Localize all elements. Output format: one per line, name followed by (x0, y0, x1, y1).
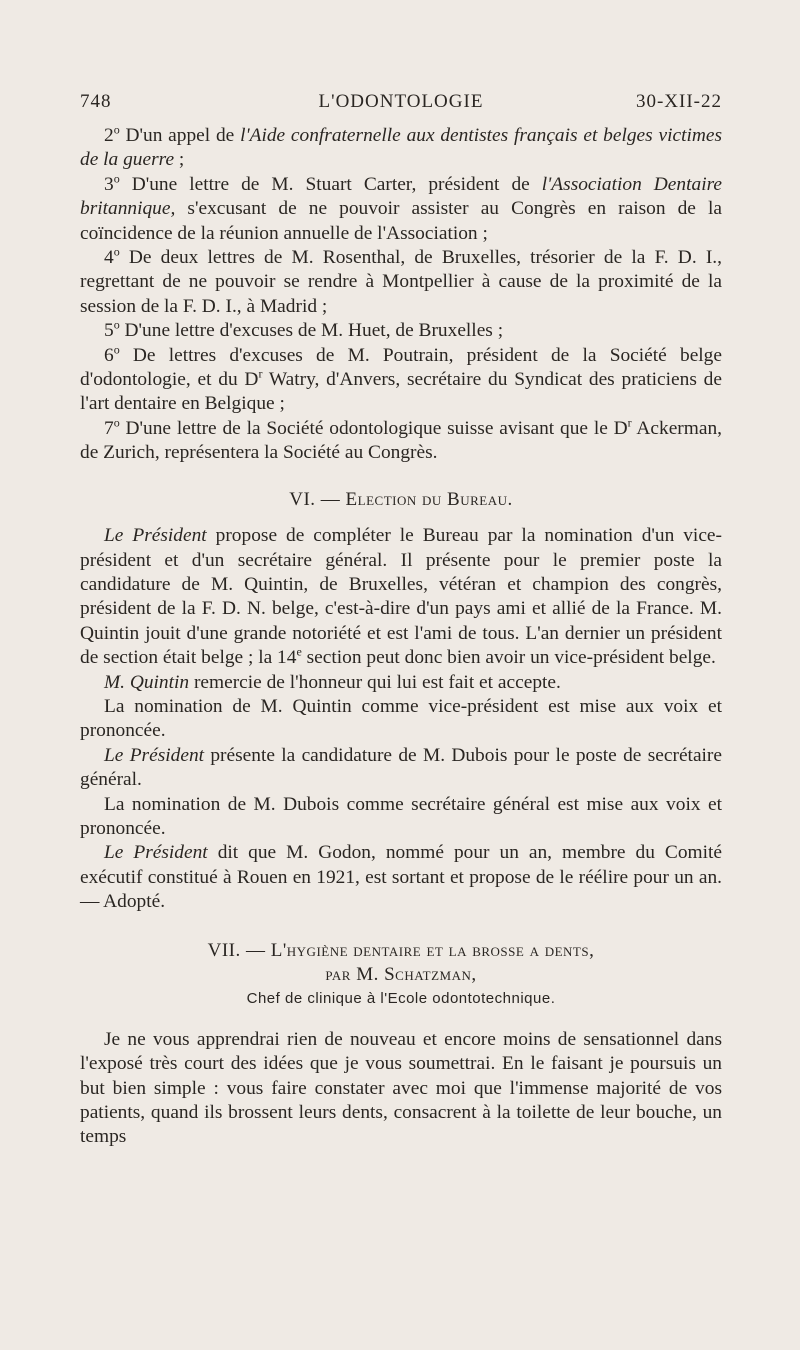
section-heading: VI. — Election du Bureau. (289, 488, 513, 510)
paragraph: Le Président dit que M. Godon, nommé pour un an, membre du Comité exécutif constitué à Rouen en 1921, est sortant et propose de le réélire pour un an. — Adopté. (80, 842, 722, 913)
journal-title: L'ODONTOLOGIE (318, 91, 484, 112)
page-body (80, 124, 722, 1150)
page-number: 748 (80, 91, 112, 112)
list-item: 2$^o$ D'un appel de l'Aide confraternelle aux dentistes français et belges victimes de la guerre ; (80, 122, 723, 171)
section-subtitle: Chef de clinique à l'Ecole odontotechnique. (246, 990, 556, 1008)
paragraph: La nomination de M. Dubois comme secrétaire général est mise aux voix et prononcée. (80, 793, 722, 839)
list-item: 3$^o$ D'une lettre de M. Stuart Carter, président de l'Association Dentaire britannique, s'excusant de ne pouvoir assister au Congrès en raison de la coïncidence de la réunion annuelle de l'Association ; (80, 171, 723, 244)
paragraph: Je ne vous apprendrai rien de nouveau et encore moins de sensationnel dans l'exposé très court des idées que je vous soumettrai. En le faisant je poursuis un but bien simple : vous faire constater avec moi que l'immense majorité de vos patients, quand ils brossent leurs dents, consacrent à la toilette de leur bouche, un temps (80, 1028, 722, 1148)
paragraph: Le Président propose de compléter le Bureau par la nomination d'un vice-président et d'un secrétaire général. Il présente pour le premier poste la candidature de M. Quintin, de Bruxelles, vétéran et champion des congrès, président de la F. D. N. belge, c'est-à-dire d'un pays ami et allié de la France. M. Quintin jouit d'une grande notoriété et est l'ami de tous. L'an dernier un président de section était belge ; la 14e section peut donc bien avoir un vice-président belge. (80, 525, 722, 669)
list-item: 4$^o$ De deux lettres de M. Rosenthal, de Bruxelles, trésorier de la F. D. I., regrettant de ne pouvoir se rendre à Montpellier à cause de la proximité de la session de la F. D. I., à Madrid ; (80, 244, 722, 317)
paragraph: Le Président présente la candidature de M. Dubois pour le poste de secrétaire général. (80, 744, 722, 791)
paragraph: M. Quintin remercie de l'honneur qui lui est fait et accepte. (104, 671, 561, 693)
section-author: par M. Schatzman, (325, 964, 477, 985)
list-item: 6$^o$ De lettres d'excuses de M. Poutrain, président de la Société belge d'odontologie, et du $D^r$ Watry, d'Anvers, secrétaire du Syndicat des praticiens de l'art dentaire en Belgique ; (80, 342, 722, 415)
list-item: 5$^o$ D'une lettre d'excuses de M. Huet, de Bruxelles ; (104, 317, 504, 342)
list-item: 7$^o$ D'une lettre de la Société odontologique suisse avisant que le $D^r$ Ackerman, de Zurich, représentera la Société au Congrès. (80, 415, 722, 464)
issue-date: 30-XII-22 (635, 91, 722, 112)
section-heading: VII. — L'hygiène dentaire et la brosse a dents, (207, 939, 595, 961)
paragraph: La nomination de M. Quintin comme vice-président est mise aux voix et prononcée. (80, 695, 722, 742)
